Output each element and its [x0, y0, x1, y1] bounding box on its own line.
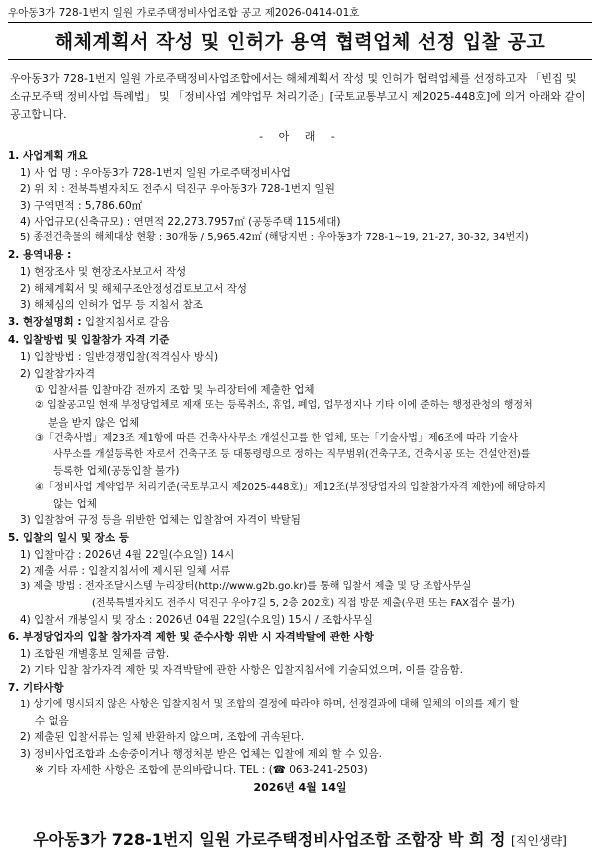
qualification-item-cont: 등록한 업체(공동입찰 불가)	[53, 465, 180, 478]
section-6-item: 2) 기타 입찰 참가자격 제한 및 자격박탈에 관한 사항은 입찰지침서에 기술되었으며, 이를 갈음함.	[20, 664, 463, 677]
section-1-item: 1) 사 업 명 : 우아동3가 728-1번지 일원 가로주택정비사업	[20, 167, 291, 179]
section-7-item: 1) 상기에 명시되지 않은 사항은 입찰지침서 및 조합의 결정에 따라야 하며, 선정결과에 대해 일체의 이의를 제기 할	[20, 698, 520, 710]
qualification-item: ③「건축사법」제23조 제1항에 따른 건축사사무소 개설신고를 한 업체, 또는「기술사법」제6조에 따라 기술사	[35, 432, 518, 444]
section-6-title: 6. 부정당업자의 입찰 참가자격 제한 및 준수사항 위반 시 자격박탈에 관한 사항	[8, 631, 374, 644]
contact-note: ※ 기타 자세한 사항은 조합에 문의바랍니다. TEL : (☎ 063-241-2503)	[35, 763, 368, 776]
seal-omitted-label: [직인생략]	[511, 834, 567, 848]
section-3-title: 3. 현장설명회 :	[8, 316, 82, 329]
section-4-title: 4. 입찰방법 및 입찰참가 자격 기준	[8, 334, 170, 347]
qualification-item-cont: 않는 업체	[53, 498, 97, 511]
section-5-item: 3) 제출 방법 : 전자조달시스템 누리장터(http://www.g2b.go.kr)를 통해 입찰서 제출 및 당 조합사무실	[20, 581, 472, 593]
section-5-item-cont: (전북특별자치도 전주시 덕진구 우아7길 5, 2층 202호) 직접 방문 제출(우편 또는 FAX접수 불가)	[92, 597, 515, 609]
signature-line	[0, 827, 600, 850]
section-1-title: 1. 사업계획 개요	[8, 150, 88, 162]
qualification-item-cont: 분을 받지 않은 업체	[48, 416, 140, 429]
qualification-item: ① 입찰서를 입찰마감 전까지 조합 및 누리장터에 제출한 업체	[35, 383, 315, 396]
section-5-item: 2) 제출 서류 : 입찰지침서에 제시된 일체 서류	[20, 564, 231, 577]
section-4-item: 3) 입찰참여 규정 등을 위반한 업체는 입찰참여 자격이 박탈됨	[20, 514, 301, 527]
section-7-item-cont: 수 없음	[35, 715, 69, 728]
section-7-title: 7. 기타사항	[8, 681, 64, 694]
section-1-item: 2) 위 치 : 전북특별자치도 전주시 덕진구 우아동3가 728-1번지 일원	[20, 183, 335, 196]
qualification-item: ④「정비사업 계약업무 처리기준(국토부고시 제2025-448호)」제12조(부정당업자의 입찰참가자격 제한)에 해당하지	[35, 481, 546, 493]
notice-date: 2026년 4월 14일	[253, 781, 347, 795]
section-5-title: 5. 입찰의 일시 및 장소 등	[8, 531, 129, 544]
section-4-item: 2) 입찰참가자격	[20, 367, 95, 380]
notice-reference-number: 우아동3가 728-1번지 일원 가로주택정비사업조합 공고 제2026-0414-01호	[8, 7, 360, 19]
qualification-item-cont: 사무소를 개설등록한 자로서 건축구조 등 대통령령으로 정하는 직무범위(건축구조, 건축시공 또는 건설안전)를	[53, 449, 531, 461]
qualification-item: ② 입찰공고일 현재 부정당업체로 제재 또는 등록취소, 휴업, 폐업, 업무정지나 기타 이에 준하는 행정관청의 행정처	[35, 400, 533, 412]
section-2-title: 2. 용역내용 :	[8, 249, 72, 262]
title-divider	[8, 59, 592, 60]
section-1-item: 5) 종전건축물의 해체대상 현황 : 30개동 / 5,965.42㎡ (해당지번 : 우아동3가 728-1~19, 21-27, 30-32, 34번지)	[20, 232, 529, 244]
section-6-item: 1) 조합원 개별홍보 일체를 금함.	[20, 648, 170, 661]
section-2-item: 1) 현장조사 및 현장조사보고서 작성	[20, 266, 187, 279]
top-divider	[8, 22, 592, 23]
below-marker: - 아 래 -	[259, 130, 341, 143]
notice-title: 해체계획서 작성 및 인허가 용역 협력업체 선정 입찰 공고	[54, 31, 546, 53]
section-7-item: 2) 제출된 입찰서류는 일체 반환하지 않으며, 조합에 귀속된다.	[20, 731, 305, 744]
section-1-item: 4) 사업규모(신축규모) : 연면적 22,273.7957㎡ (공동주택 115세대)	[20, 215, 341, 228]
section-1-item: 3) 구역면적 : 5,786.60㎡	[20, 199, 143, 212]
section-5-item: 1) 입찰마감 : 2026년 4월 22일(수요일) 14시	[20, 548, 235, 561]
section-3-text: 입찰지침서로 갈음	[81, 316, 170, 329]
section-2-item: 2) 해체계획서 및 해체구조안정성검토보고서 작성	[20, 282, 247, 295]
intro-paragraph: 우아동3가 728-1번지 일원 가로주택정비사업조합에서는 해체계획서 작성 및 인허가 협력업체를 선정하고자 「빈집 및 소규모주택 정비사업 특례법」 및 「정비사업 계약업무 처리기준」[국토교통부고시 제2025-448호]에 의거 아래와 같이 공고합니다.	[10, 72, 586, 121]
section-4-item: 1) 입찰방법 : 일반경쟁입찰(적격심사 방식)	[20, 351, 219, 364]
section-7-item: 3) 정비사업조합과 소송중이거나 행정처분 받은 업체는 입찰에 제외 할 수 있음.	[20, 747, 382, 760]
section-2-item: 3) 해체심의 인허가 업무 등 지침서 참조	[20, 299, 203, 312]
issuer-name: 우아동3가 728-1번지 일원 가로주택정비사업조합 조합장 박 희 정	[33, 830, 506, 849]
section-5-item: 4) 입찰서 개봉일시 및 장소 : 2026년 04월 22일(수요일) 15시 / 조합사무실	[20, 613, 373, 626]
section-3	[8, 314, 592, 331]
